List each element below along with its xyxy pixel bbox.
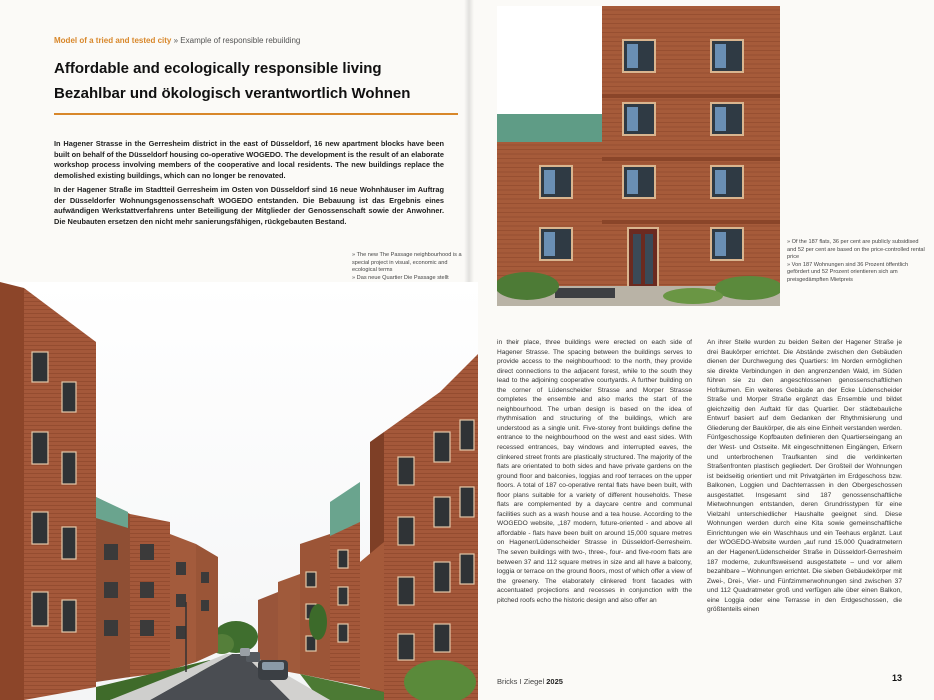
intro-de: In der Hagener Straße im Stadtteil Gerresheim im Osten von Düsseldorf sind 16 neue Wohnhäuser im Auftrag der Düsseldorfer Wohnungsgenossenschaft WOGEDO entstanden. Die Bebauung ist das Ergebnis eines aufwändigen Werkstattverfahrens unter Beteiligung der Mitglieder der Genossenschaft sowie der Anwohner. Die Neubauten ersetzen den nicht mehr sanierungsfähigen, rückgebauten Bestand. [54,185,444,226]
body-column-de: An ihrer Stelle wurden zu beiden Seiten der Hagener Straße je drei Baukörper errichtet. Die Abstände zwischen den Gebäuden dienen der Durchwegung des Quartiers: Im Norden ermöglichen sie direkte Verbindungen in den angrenzenden Wald, im Süden führen sie zu den angeschlossenen genossenschaftlichen Hofräumen. Ein weiteres Gebäude an der Ecke Lüdenscheider Straße und Morper Straße ergänzt das Ensemble und bildet gleichzeitig den Auftakt für das Quartier. Der städtebauliche Entwurf basiert auf dem Gedanken der Rhythmisierung und Gliederung der Baukörper, die als eine Einheit verstanden werden. Fünfgeschossige Kopfbauten definieren den Quartierseingang an der West- und Ostseite. Mit eingeschnittenen Eingängen, Erkern und unterbrochenen Traufkanten sind die verklinkerten Straßenfronten plastisch gegliedert. Der Großteil der Wohnungen ist beidseitig orientiert und mit Privatgärten im Erdgeschoss bzw. Balkonen, Loggien und Dachterrassen in den Obergeschossen ausgestattet. Insgesamt sind 187 genossenschaftliche Mietwohnungen entstanden, deren Grundrisstypen für eine Vielzahl unterschiedlicher Haushalte geeignet sind. Diese Wohnungen werden durch eine Kita sowie gemeinschaftliche Einrichtungen wie ein Waschhaus und ein Teehaus ergänzt. Laut der WOGEDO-Website wurden „auf rund 15.000 Quadratmetern an der Hagener/Lüdenscheider Straße in Düsseldorf-Gerresheim 187 moderne, zukunftsweisend ausgestattete – und vor allem bezahlbare – Wohnungen errichtet. Die sieben Gebäudekörper mit Zwei-, Drei-, Vier- und Fünfzimmerwohnungen sind zwischen 37 und 112 Quadratmeter groß und verfügen alle über einen Balkon, eine Loggia oder eine Terrasse in den Erdgeschossen, die größtenteils einen [707,339,902,614]
breadcrumb-topic: Example of responsible rebuilding [180,36,301,45]
building-facade-photo [497,6,780,306]
street-photo [0,282,478,700]
magazine-name-en: Bricks [497,677,518,686]
footer-separator: I [519,677,522,686]
caption-left-en: » The new The Passage neighbourhood is a special project in visual, economic and ecological terms [352,252,462,274]
breadcrumb-separator: » [173,36,179,45]
breadcrumb [54,36,300,45]
intro-en: In Hagener Strasse in the Gerresheim district in the east of Düsseldorf, 16 new apartment blocks have been built on behalf of the Düsseldorf housing co-operative WOGEDO. The development is the result of an elaborate workshop process involving members of the cooperative and local residents. The new buildings replace the demolished existing buildings, which can no longer be renovated. [54,139,444,180]
title-rule [54,113,458,115]
magazine-footer [497,677,563,686]
body-column-en: in their place, three buildings were erected on each side of Hagener Strasse. The spacing between the buildings serves to provide access to the neighbourhood: to the north, they provide direct connections to the adjacent forest, while to the south they lead to the adjoining cooperative courtyards. A further building on the corner of Lüdenscheider Strasse and Morper Strasse completes the ensemble and also marks the start of the neighbourhood. The urban design is based on the idea of rhythmisation and structuring of the buildings, which are understood as a single unit. Five-storey front buildings define the entrance to the neighbourhood on the west and east sides. With recessed entrances, bay windows and interrupted eaves, the clinkered street fronts are plastically structured. The majority of the flats are orientated to both sides and have private gardens on the ground floor and balconies, loggias and roof terraces on the upper floors. A total of 187 co-operative rental flats have been built, with floor plans suitable for a variety of different households. These flats are complemented by a daycare centre and communal facilities such as a wash house and a tea house. According to the WOGEDO website, „187 modern, future-oriented - and above all affordable - flats have been built on around 15,000 square metres on Hagener/Lüdenscheider Strasse in Düsseldorf-Gerresheim. The seven buildings with two-, three-, four- and five-room flats are between 37 and 112 square metres in size and all have a balcony, loggia or terrace on the ground floors, most of which offer a view of the greenery. The elaborately clinkered front facades with accentuated projections and recesses in conjunction with the pitched roofs echo the historic design and also offer an [497,339,692,604]
magazine-name-de: Ziegel [523,677,545,686]
photo-caption-right [787,239,929,285]
article-title-de: Bezahlbar und ökologisch verantwortlich Wohnen [54,85,411,102]
article-title-en: Affordable and ecologically responsible living [54,60,382,77]
caption-right-en: » Of the 187 flats, 36 per cent are publicly subsidised and 52 per cent are based on the price-controlled rental price [787,239,925,261]
caption-left-de: » Das neue Quartier Die Passage stellt [352,274,449,281]
breadcrumb-section: Model of a tried and tested city [54,36,172,45]
caption-right-de: » Von 187 Wohnungen sind 36 Prozent öffentlich gefördert und 52 Prozent orientieren sich am preisgedämpften Mietpreis [787,261,909,283]
page-number: 13 [892,673,903,683]
magazine-year: 2025 [546,677,563,686]
